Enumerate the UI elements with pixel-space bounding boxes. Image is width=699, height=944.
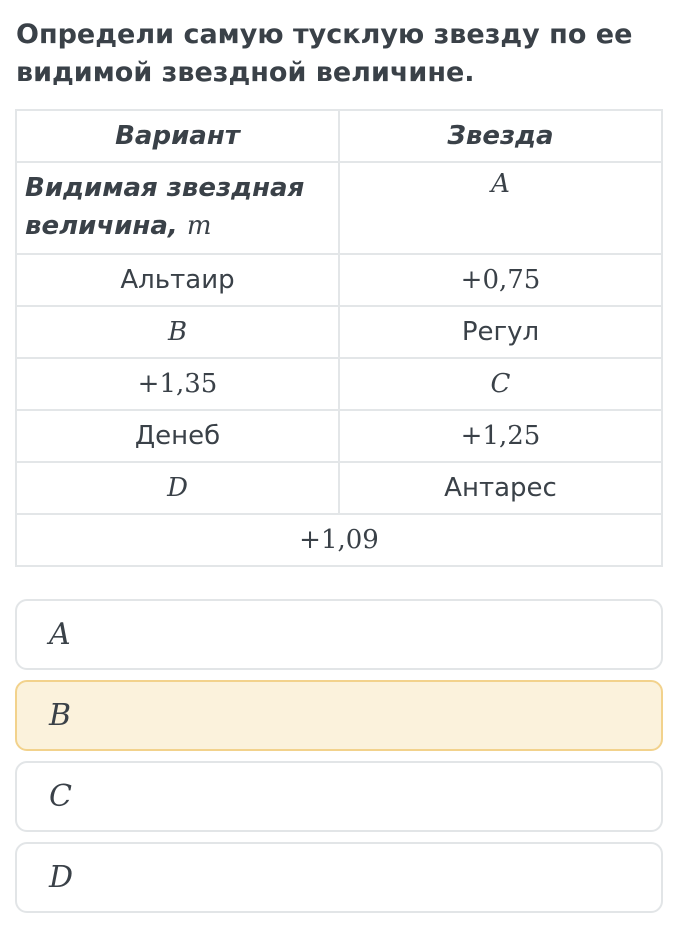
answer-option-a[interactable]: [15, 599, 663, 670]
table-cell-A: A: [339, 162, 662, 254]
table-cell: Альтаир: [16, 254, 339, 306]
table-cell: Антарес: [339, 462, 662, 514]
header-star: Звезда: [339, 110, 662, 162]
table-cell: Денеб: [16, 410, 339, 462]
header-variant: Вариант: [16, 110, 339, 162]
table-cell: D: [16, 462, 339, 514]
option-label: A: [49, 617, 71, 652]
magnitude-label-cell: [16, 162, 339, 254]
answer-options: [15, 599, 663, 923]
magnitude-label: Видимая звездная величина,: [25, 173, 305, 241]
table-cell: Регул: [339, 306, 662, 358]
option-label: C: [49, 779, 72, 814]
table-cell: +1,25: [339, 410, 662, 462]
table-cell: +1,35: [16, 358, 339, 410]
answer-option-d[interactable]: [15, 842, 663, 913]
table-cell-last: +1,09: [16, 514, 662, 566]
table-cell: +0,75: [339, 254, 662, 306]
magnitude-symbol: m: [186, 211, 212, 241]
answer-option-c[interactable]: [15, 761, 663, 832]
star-table: [15, 109, 663, 567]
answer-option-b[interactable]: [15, 680, 663, 751]
table-cell: C: [339, 358, 662, 410]
question-text: Определи самую тусклую звезду по ее видимой звездной величине.: [16, 19, 633, 88]
option-label: B: [49, 698, 72, 733]
option-label: D: [49, 860, 74, 895]
table-cell: B: [16, 306, 339, 358]
